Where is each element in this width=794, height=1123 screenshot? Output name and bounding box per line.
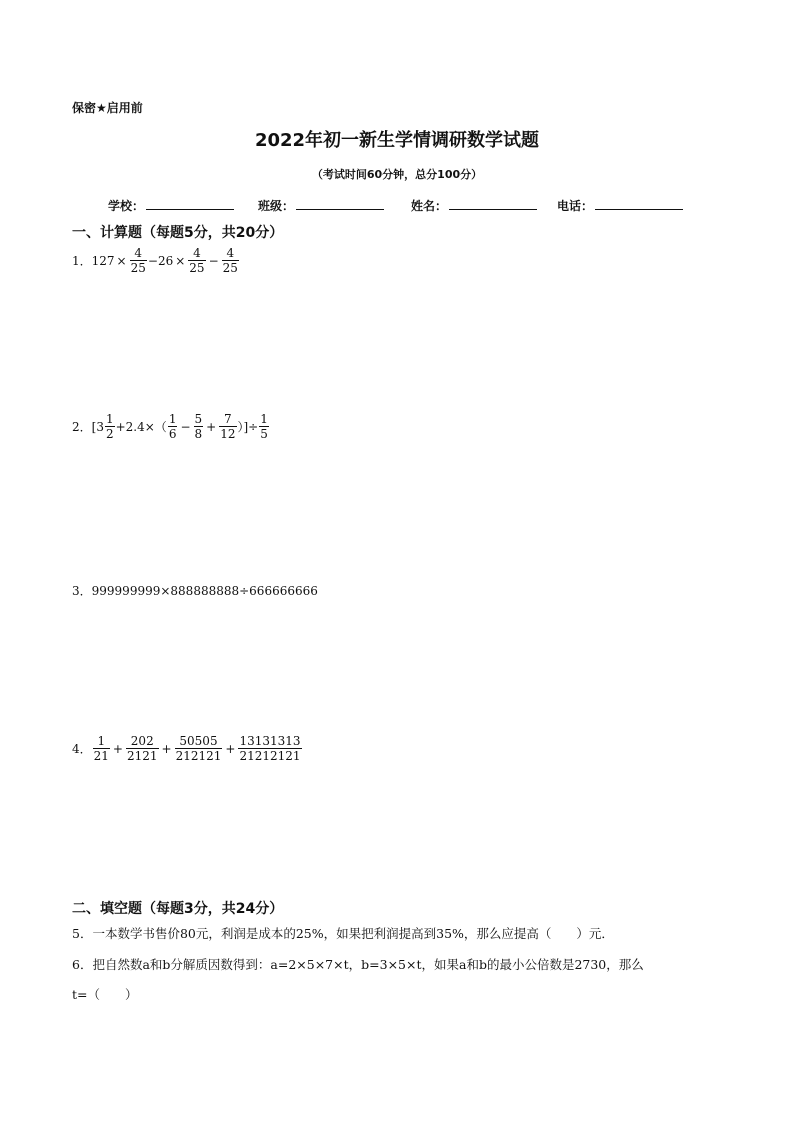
question-4	[72, 734, 303, 763]
confidential-label: 保密★启用前	[72, 101, 143, 115]
fraction: $\frac{1}{21}$	[93, 734, 109, 763]
question-6-line-2: t=（ ）	[72, 987, 138, 1002]
class-field	[258, 197, 384, 214]
question-1	[72, 246, 240, 275]
fraction: $\frac{4}{25}$	[189, 246, 205, 275]
fraction: $\frac{4}{25}$	[130, 246, 146, 275]
page-title: 2022年初一新生学情调研数学试题	[254, 130, 540, 151]
operator: ×	[116, 253, 127, 268]
operator: +	[206, 419, 217, 434]
fraction: $\frac{1}{6}$	[168, 412, 177, 441]
fraction: $\frac{7}{12}$	[220, 412, 236, 441]
term: +2.4×（	[115, 420, 167, 434]
class-blank[interactable]	[296, 199, 384, 210]
operator: +	[112, 741, 123, 756]
question-number: 2．	[72, 420, 92, 434]
operator: ×	[175, 253, 186, 268]
fraction: $\frac{50505}{212121}$	[175, 734, 222, 763]
question-2	[72, 412, 270, 441]
fraction: $\frac{202}{2121}$	[126, 734, 158, 763]
phone-field	[557, 197, 683, 214]
name-blank[interactable]	[449, 199, 537, 210]
operator: +	[161, 741, 172, 756]
fraction: $\frac{1}{2}$	[105, 412, 114, 441]
fraction: $\frac{5}{8}$	[194, 412, 203, 441]
operator: −	[208, 253, 219, 268]
fraction: $\frac{13131313}{21212121}$	[239, 734, 301, 763]
class-label: 班级：	[258, 199, 295, 213]
term: ）]÷	[237, 420, 259, 434]
operator: −	[180, 419, 191, 434]
school-label: 学校：	[108, 199, 145, 213]
question-number: 4．	[72, 742, 92, 756]
operator: +	[225, 741, 236, 756]
name-label: 姓名：	[411, 199, 448, 213]
exam-subtitle: （考试时间60分钟，总分100分）	[311, 168, 483, 181]
school-blank[interactable]	[146, 199, 234, 210]
term: −26	[147, 253, 174, 268]
school-field	[108, 197, 234, 214]
phone-blank[interactable]	[595, 199, 683, 210]
question-3	[72, 582, 318, 599]
term: 127	[91, 253, 115, 268]
name-field	[411, 197, 537, 214]
section-1-heading: 一、计算题（每题5分，共20分）	[72, 225, 284, 241]
question-number: 1．	[72, 254, 92, 268]
term: [3	[91, 419, 104, 434]
section-2-heading: 二、填空题（每题3分，共24分）	[72, 901, 284, 917]
expression: 999999999×888888888÷666666666	[91, 583, 318, 598]
fraction: $\frac{1}{5}$	[260, 412, 268, 441]
question-5: 5．一本数学书售价80元，利润是成本的25%，如果把利润提高到35%，那么应提高（ ）元．	[72, 926, 614, 941]
phone-label: 电话：	[557, 199, 594, 213]
question-number: 3．	[72, 584, 92, 598]
fraction: $\frac{4}{25}$	[222, 246, 238, 275]
question-6-line-1: 6．把自然数a和b分解质因数得到：a=2×5×7×t，b=3×5×t，如果a和b的最小公倍数是2730，那么	[72, 957, 644, 972]
